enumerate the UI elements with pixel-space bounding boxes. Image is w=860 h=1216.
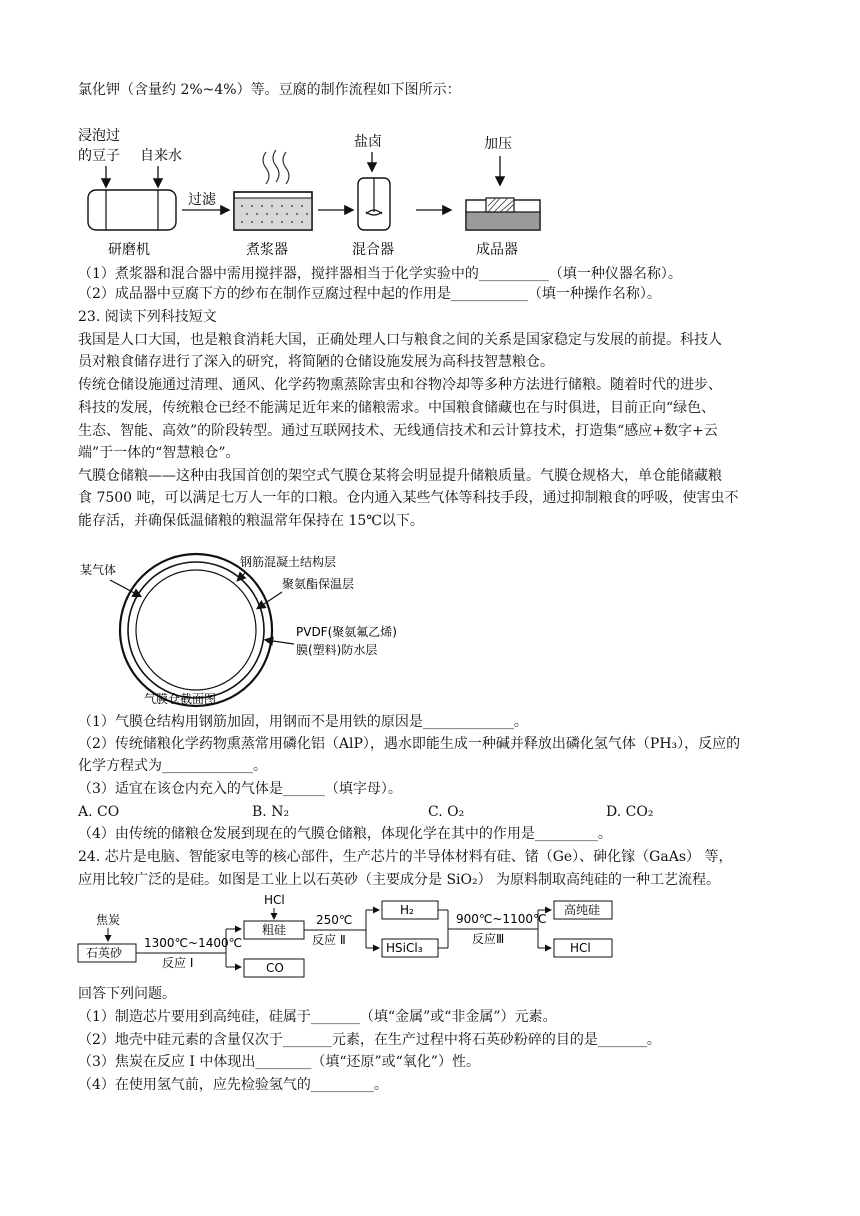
soaked-beans-label-1: 浸泡过 [78,128,120,144]
q23-title: 23. 阅读下列科技短文 [78,309,217,325]
q23-part1: （1）气膜仓结构用钢筋加固，用钢而不是用铁的原因是_____________。 [78,714,528,730]
insulation-layer-label: 聚氨酯保温层 [282,577,355,591]
grinder-label: 研磨机 [108,242,150,258]
pure-silicon-box: 高纯硅 [564,903,601,917]
co-box: CO [266,961,284,975]
q23-para1-line2: 员对粮食储存进行了深入的研究，将简陋的仓储设施发展为高科技智慧粮仓。 [78,354,554,370]
q24-part2: （2）地壳中硅元素的含量仅次于_______元素，在生产过程中将石英砂粉碎的目的是_______。 [78,1032,661,1048]
membrane-cross-section-diagram [76,548,476,710]
q24-part3: （3）焦炭在反应 I 中体现出________（填“还原”或“氧化”）性。 [78,1054,480,1070]
mixer-label: 混合器 [352,242,394,258]
q23-para2-line2: 科技的发展，传统粮仓已经不能满足近年来的储粮需求。中国粮食储藏也在与时俱进，目前正向“绿色、 [78,400,716,416]
hydrogen-box: H₂ [400,903,414,917]
boiler-shape [234,150,312,230]
q24-stem-line1: 24. 芯片是电脑、智能家电等的核心部件，生产芯片的半导体材料有硅、锗（Ge）、砷化镓（GaAs） 等， [78,849,733,865]
product-container-shape [466,198,540,230]
coke-label: 焦炭 [96,913,121,927]
q23-option-c: C. O₂ [428,804,465,820]
reaction2-label: 反应 Ⅱ [312,933,346,947]
q23-option-d: D. CO₂ [606,804,654,820]
brine-label: 盐卤 [354,134,382,150]
intro-line: 氯化钾（含量约 2%~4%）等。豆腐的制作流程如下图所示： [78,82,461,98]
q23-part4: （4）由传统的储粮仓发展到现在的气膜仓储粮，体现化学在其中的作用是_________。 [78,826,612,842]
q24-stem-line2: 应用比较广泛的是硅。如图是工业上以石英砂（主要成分是 SiO₂） 为原料制取高纯硅的一种工艺流程。 [78,872,721,888]
q23-part2-line2: 化学方程式为_____________。 [78,758,267,774]
pvdf-label-line2: 膜(塑料)防水层 [296,643,378,657]
q22-part2: （2）成品器中豆腐下方的纱布在制作豆腐过程中起的作用是___________（填一种操作名称）。 [78,286,661,302]
crude-silicon-box: 粗硅 [262,923,287,937]
pvdf-label-line1: PVDF(聚氨氟乙烯) [296,625,397,639]
filter-label: 过滤 [188,192,216,208]
hcl-input-label: HCl [264,893,285,907]
q22-part1: （1）煮浆器和混合器中需用搅拌器，搅拌器相当于化学实验中的__________（填一种仪器名称）。 [78,266,682,282]
q23-para3-line2: 食 7500 吨，可以满足七万人一年的口粮。仓内通入某些气体等科技手段，通过抑制粮食的呼吸，使害虫不 [78,490,739,506]
reaction1-label: 反应 Ⅰ [162,956,194,970]
tofu-flow-diagram [70,118,550,262]
quartz-sand-box: 石英砂 [86,946,123,960]
q23-part3: （3）适宜在该仓内充入的气体是______（填字母）。 [78,781,402,797]
product-label: 成品器 [476,242,518,258]
hcl-output-box: HCl [570,941,591,955]
q23-option-b: B. N₂ [252,804,290,820]
q23-para3-line1: 气膜仓储粮——这种由我国首创的架空式气膜仓某将会明显提升储粮质量。气膜仓规格大，单仓能储藏粮 [78,468,722,484]
press-label: 加压 [484,136,512,152]
silicon-process-flow-diagram [76,892,616,978]
q23-para3-line3: 能存活，并确保低温储粮的粮温常年保持在 15℃以下。 [78,513,424,529]
q24-part1: （1）制造芯片要用到高纯硅，硅属于_______（填“金属”或“非金属”）元素。 [78,1009,557,1025]
tap-water-label: 自来水 [140,148,182,164]
q23-para2-line1: 传统仓储设施通过清理、通风、化学药物熏蒸除害虫和谷物冷却等多种方法进行储粮。随着时代的进步、 [78,377,722,393]
reaction1-temp: 1300℃~1400℃ [144,936,243,950]
mixer-shape [358,178,390,230]
reaction3-label: 反应Ⅲ [472,932,505,946]
boiler-label: 煮浆器 [246,242,288,258]
diagram-caption: 气膜仓截面图 [144,692,217,706]
soaked-beans-label-2: 的豆子 [78,148,120,164]
q24-answer-intro: 回答下列问题。 [78,986,176,1002]
concrete-layer-label: 钢筋混凝土结构层 [240,555,337,569]
q24-part4: （4）在使用氢气前，应先检验氢气的_________。 [78,1077,388,1093]
reaction2-temp: 250℃ [316,913,353,927]
q23-para1-line1: 我国是人口大国，也是粮食消耗大国，正确处理人口与粮食之间的关系是国家稳定与发展的前提。科技人 [78,332,722,348]
reaction3-temp: 900℃~1100℃ [456,912,547,926]
gas-label: 某气体 [80,563,117,577]
grinder-shape [88,190,176,230]
q23-part2-line1: （2）传统储粮化学药物熏蒸常用磷化铝（AlP），遇水即能生成一种碱并释放出磷化氢气体（PH₃），反应的 [78,736,741,752]
trichlorosilane-box: HSiCl₃ [386,941,423,955]
q23-para2-line4: 端”于一体的“智慧粮仓”。 [78,445,240,461]
q23-para2-line3: 生态、智能、高效”的阶段转型。通过互联网技术、无线通信技术和云计算技术，打造集“感应+数字+云 [78,423,718,439]
q23-option-a: A. CO [78,804,120,820]
